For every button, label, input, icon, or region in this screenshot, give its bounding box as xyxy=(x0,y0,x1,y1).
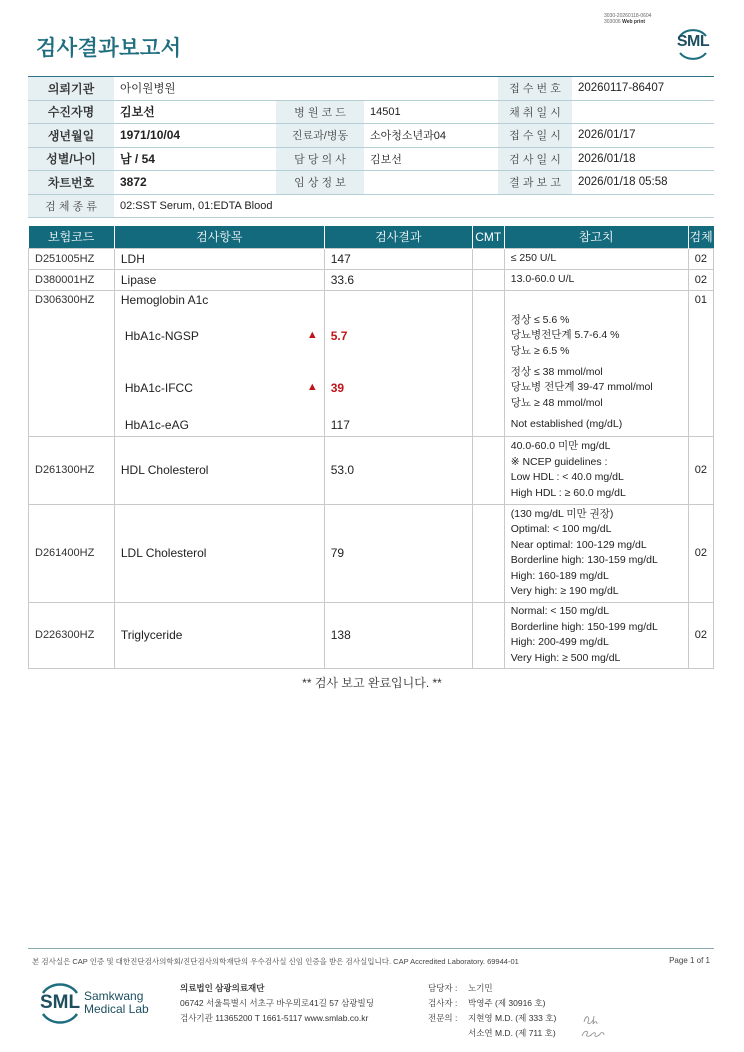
label-collect-date: 채 취 일 시 xyxy=(498,100,572,124)
report-date: 2026/01/18 05:58 xyxy=(572,171,714,195)
label-receipt-date: 접 수 일 시 xyxy=(498,124,572,148)
label-hospital-code: 병 원 코 드 xyxy=(276,100,364,124)
label-sex-age: 성별/나이 xyxy=(28,147,114,171)
reference-range xyxy=(504,436,688,504)
doctor: 김보선 xyxy=(364,147,498,171)
test-item: LDL Cholesterol xyxy=(114,504,324,602)
insurance-code: D226300HZ xyxy=(29,602,115,668)
staff-name: 박영주 (제 30916 호) xyxy=(468,998,546,1008)
cmt-cell xyxy=(472,602,504,668)
staff-row xyxy=(428,981,556,996)
insurance-code: D251005HZ xyxy=(29,248,115,269)
ref-line: 당뇨 ≥ 6.5 % xyxy=(510,344,570,357)
reference-range xyxy=(504,310,688,362)
ref-line: 당뇨병전단계 5.7-6.4 % xyxy=(510,329,620,342)
label-chart-no: 차트번호 xyxy=(28,171,114,195)
sml-logo xyxy=(674,26,712,62)
ref-line: (130 mg/dL 미만 권장) xyxy=(510,507,614,520)
cmt-cell xyxy=(472,436,504,504)
high-flag-icon: ▲ xyxy=(306,381,318,393)
staff-name: 노기민 xyxy=(468,983,493,993)
table-row xyxy=(29,290,714,310)
receipt-date: 2026/01/17 xyxy=(572,124,714,148)
reference-range xyxy=(504,362,688,414)
cmt-cell xyxy=(472,248,504,269)
ref-line: Borderline high: 130-159 mg/dL xyxy=(510,554,658,566)
col-header-code: 보험코드 xyxy=(29,226,115,248)
ref-line: Low HDL : < 40.0 mg/dL xyxy=(510,471,624,483)
label-patient-name: 수진자명 xyxy=(28,100,114,124)
print-info xyxy=(604,13,651,25)
chart-no: 3872 xyxy=(114,171,276,195)
info-row xyxy=(28,100,714,124)
test-item: HbA1c-IFCC xyxy=(124,381,193,395)
ref-line: Near optimal: 100-129 mg/dL xyxy=(510,538,647,551)
label-receipt-no: 접 수 번 호 xyxy=(498,77,572,101)
test-result: 147 xyxy=(324,248,472,269)
info-row xyxy=(28,171,714,195)
specimen-code: 02 xyxy=(688,436,713,504)
logo-text: SML xyxy=(676,33,710,50)
test-result-high: 39 xyxy=(324,362,472,414)
table-row xyxy=(29,362,714,414)
staff-role: 검사자 : xyxy=(428,998,458,1008)
table-row xyxy=(29,436,714,504)
reference-range: Not established (mg/dL) xyxy=(504,414,688,436)
dob: 1971/10/04 xyxy=(114,124,276,148)
info-row xyxy=(28,124,714,148)
staff-role: 담당자 : xyxy=(428,983,458,993)
info-row xyxy=(28,147,714,171)
ref-line: Very high: ≥ 190 mg/dL xyxy=(510,585,619,597)
insurance-code: D380001HZ xyxy=(29,269,115,290)
info-row xyxy=(28,77,714,101)
footer-sml-logo xyxy=(36,980,84,1026)
ref-line: Normal: < 150 mg/dL xyxy=(510,605,610,617)
test-result: 138 xyxy=(324,602,472,668)
footer-brand xyxy=(84,990,149,1016)
accreditation-note: 본 검사실은 CAP 인증 및 대한진단검사의학회/진단검사의학재단의 우수검사실 신임 인증을 받은 검사실입니다. CAP Accredited Laboratory. 69944-01 xyxy=(32,957,519,966)
table-row xyxy=(29,248,714,269)
ref-line: ※ NCEP guidelines : xyxy=(510,455,608,468)
table-row xyxy=(29,504,714,602)
test-item: HbA1c-NGSP xyxy=(124,329,199,343)
table-row xyxy=(29,414,714,436)
ref-line: Optimal: < 100 mg/dL xyxy=(510,523,612,535)
table-row xyxy=(29,602,714,668)
test-item-cell xyxy=(114,362,324,414)
col-header-ref: 참고치 xyxy=(504,226,688,248)
specimen-types: 02:SST Serum, 01:EDTA Blood xyxy=(114,194,714,218)
print-id: 3030-20260118-0604 xyxy=(604,13,652,19)
label-test-date: 검 사 일 시 xyxy=(498,147,572,171)
patient-name: 김보선 xyxy=(114,100,276,124)
specimen-code: 02 xyxy=(688,504,713,602)
test-result: 33.6 xyxy=(324,269,472,290)
reference-range: ≤ 250 U/L xyxy=(504,248,688,269)
org-address: 06742 서울특별시 서초구 바우뫼로41길 57 삼광빌딩 xyxy=(180,998,374,1008)
org-info xyxy=(180,981,374,1026)
label-request-org: 의뢰기관 xyxy=(28,77,114,101)
test-result: 79 xyxy=(324,504,472,602)
label-report-date: 결 과 보 고 xyxy=(498,171,572,195)
test-item: LDH xyxy=(114,248,324,269)
staff-name: 지현영 M.D. (제 333 호) xyxy=(468,1013,557,1023)
test-result-high: 5.7 xyxy=(324,310,472,362)
table-row xyxy=(29,269,714,290)
table-row xyxy=(29,310,714,362)
staff-row xyxy=(428,1011,556,1026)
specimen-code: 02 xyxy=(688,269,713,290)
results-table xyxy=(28,226,714,669)
dept: 소아청소년과04 xyxy=(364,124,498,148)
info-row xyxy=(28,194,714,218)
cmt-cell xyxy=(472,504,504,602)
test-result: 53.0 xyxy=(324,436,472,504)
brand-line: Medical Lab xyxy=(84,1002,149,1016)
staff-row xyxy=(428,996,556,1011)
signature-mark xyxy=(578,1010,610,1040)
staff-role: 전문의 : xyxy=(428,1013,458,1023)
ref-line: 정상 ≤ 5.6 % xyxy=(510,313,570,326)
reference-range xyxy=(504,504,688,602)
test-item: HDL Cholesterol xyxy=(114,436,324,504)
print-code: 303006 xyxy=(604,19,621,25)
ref-line: 정상 ≤ 38 mmol/mol xyxy=(510,365,603,378)
ref-line: High: 200-499 mg/dL xyxy=(510,636,609,648)
label-clinical: 임 상 정 보 xyxy=(276,171,364,195)
staff-info xyxy=(428,981,556,1041)
label-specimen: 검 체 종 류 xyxy=(28,194,114,218)
cmt-cell xyxy=(472,290,504,436)
org-contact: 검사기관 11365200 T 1661-5117 www.smlab.co.kr xyxy=(180,1013,369,1023)
footer-divider xyxy=(28,948,714,949)
reference-range xyxy=(504,290,688,310)
print-label: Web print xyxy=(622,19,646,25)
page-number: Page 1 of 1 xyxy=(669,956,710,965)
results-header-row xyxy=(29,226,714,248)
cmt-cell xyxy=(472,269,504,290)
test-result xyxy=(324,290,472,310)
specimen-code: 01 xyxy=(688,290,713,436)
ref-line: High HDL : ≥ 60.0 mg/dL xyxy=(510,486,626,499)
test-result: 117 xyxy=(324,414,472,436)
test-date: 2026/01/18 xyxy=(572,147,714,171)
specimen-code: 02 xyxy=(688,602,713,668)
clinical-info xyxy=(364,171,498,195)
test-item: Hemoglobin A1c xyxy=(114,290,324,310)
col-header-result: 검사결과 xyxy=(324,226,472,248)
ref-line: Very High: ≥ 500 mg/dL xyxy=(510,651,621,664)
request-org: 아이원병원 xyxy=(114,77,498,101)
label-dept: 진료과/병동 xyxy=(276,124,364,148)
report-complete-message: ** 검사 보고 완료입니다. ** xyxy=(302,676,442,690)
insurance-code: D261400HZ xyxy=(29,504,115,602)
ref-line: 당뇨병 전단계 39-47 mmol/mol xyxy=(510,381,653,394)
label-dob: 생년월일 xyxy=(28,124,114,148)
logo-text: SML xyxy=(39,992,81,1013)
sex-age: 남 / 54 xyxy=(114,147,276,171)
specimen-code: 02 xyxy=(688,248,713,269)
col-header-item: 검사항목 xyxy=(114,226,324,248)
ref-line: 당뇨 ≥ 48 mmol/mol xyxy=(510,396,603,409)
page-title: 검사결과보고서 xyxy=(36,37,182,60)
patient-info-table xyxy=(28,76,714,218)
reference-range: 13.0-60.0 U/L xyxy=(504,269,688,290)
insurance-code: D261300HZ xyxy=(29,436,115,504)
ref-line: 40.0-60.0 미만 mg/dL xyxy=(510,440,611,452)
test-item: Lipase xyxy=(114,269,324,290)
hospital-code: 14501 xyxy=(364,100,498,124)
collect-date xyxy=(572,100,714,124)
col-header-specimen: 검체 xyxy=(688,226,713,248)
test-item-cell xyxy=(114,310,324,362)
insurance-code: D306300HZ xyxy=(29,290,115,436)
test-item: Triglyceride xyxy=(114,602,324,668)
receipt-no: 20260117-86407 xyxy=(572,77,714,101)
high-flag-icon: ▲ xyxy=(306,329,318,341)
brand-line: Samkwang xyxy=(84,989,144,1003)
col-header-cmt: CMT xyxy=(472,226,504,248)
org-name: 의료법인 삼광의료재단 xyxy=(180,983,265,993)
ref-line: High: 160-189 mg/dL xyxy=(510,569,609,582)
label-doctor: 담 당 의 사 xyxy=(276,147,364,171)
staff-row xyxy=(428,1026,556,1041)
staff-name: 서소연 M.D. (제 711 호) xyxy=(468,1028,556,1038)
ref-line: Borderline high: 150-199 mg/dL xyxy=(510,620,658,633)
reference-range xyxy=(504,602,688,668)
test-item: HbA1c-eAG xyxy=(124,417,189,432)
test-item-cell xyxy=(114,414,324,436)
